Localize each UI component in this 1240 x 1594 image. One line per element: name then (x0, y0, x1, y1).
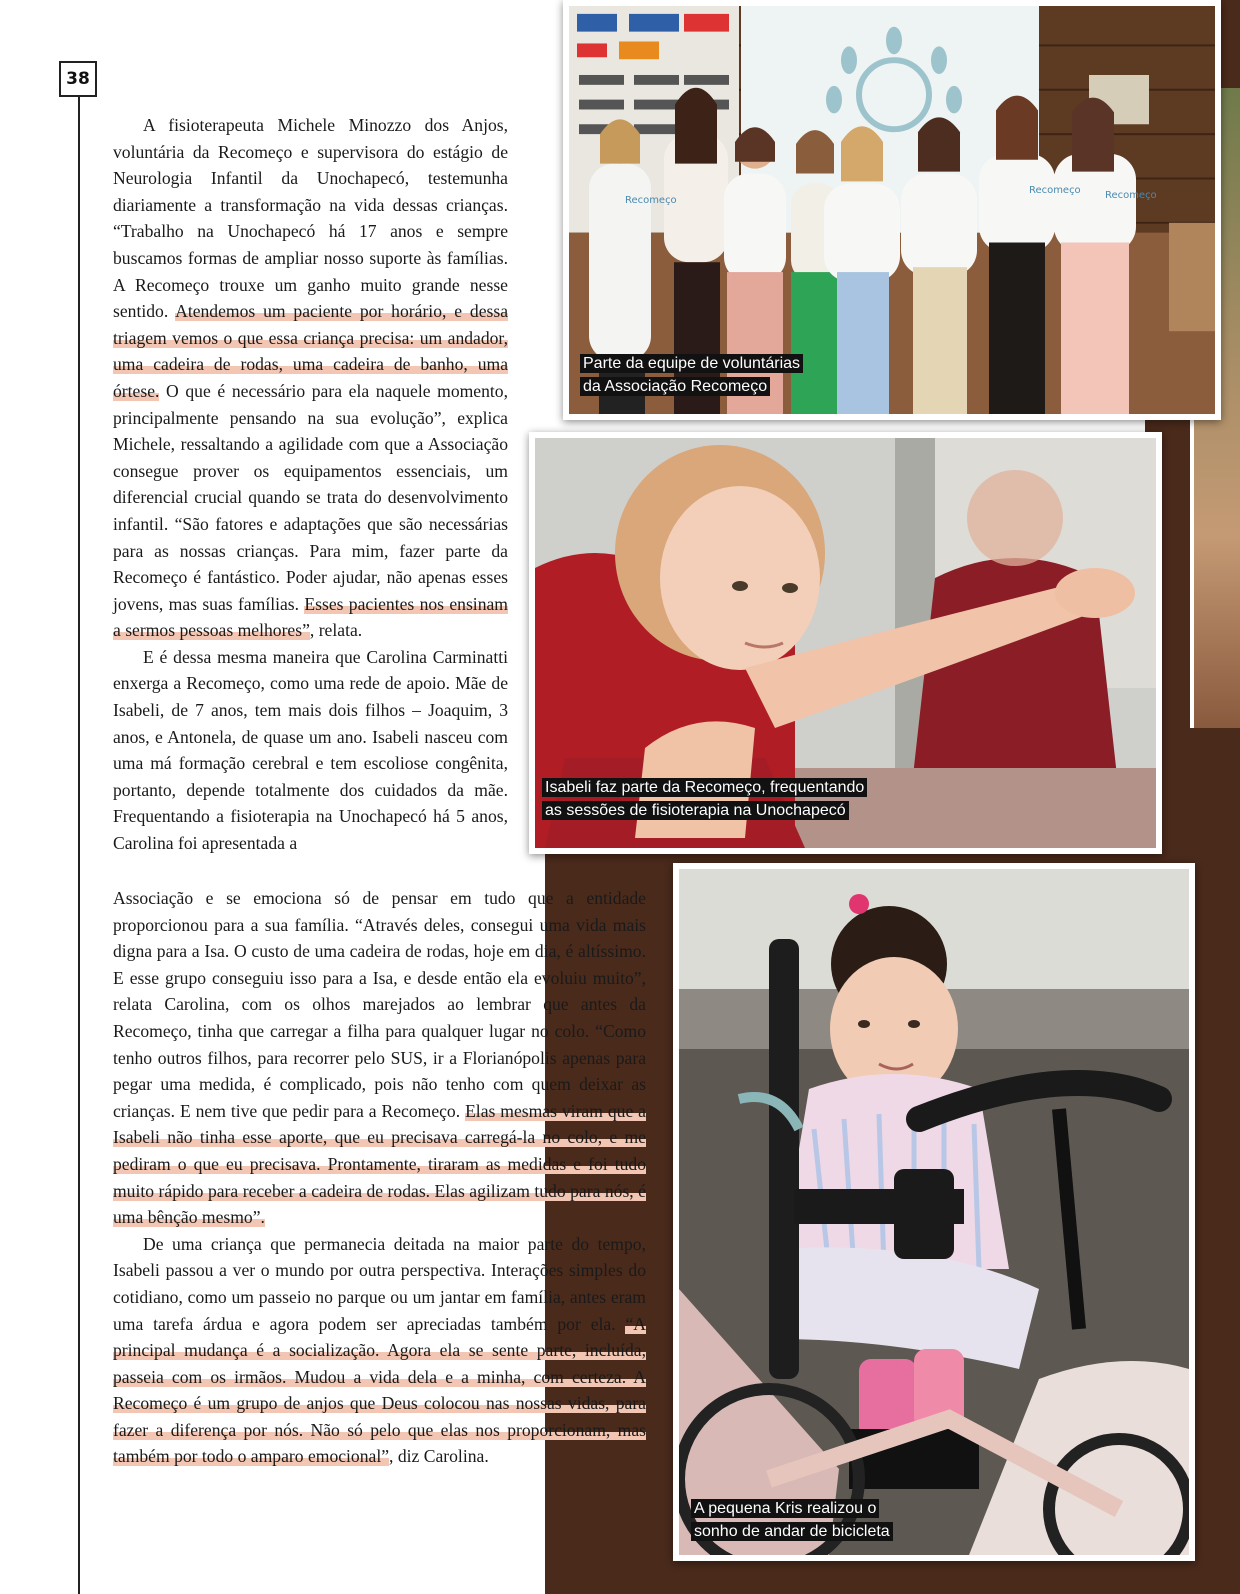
shirt-logo-text-3: Recomeço (1105, 190, 1157, 202)
caption-kris-line1: A pequena Kris realizou o (691, 1499, 879, 1518)
caption-kris-bicycle (691, 1497, 893, 1543)
body-text: A fisioterapeuta Michele Minozzo dos Anjos, voluntária da Recomeço e supervisora do estágio de Neurologia Infantil da Unochapecó, testemunha diariamente a transformação na vida dessas crianças. “Trabalho na Unochapecó há 17 anos e sempre buscamos formas de ampliar nosso suporte às famílias. A Recomeço trouxe um ganho muito grande nesse sentido. (113, 115, 508, 322)
caption-isabeli (542, 776, 867, 822)
caption-isabeli-line1: Isabeli faz parte da Recomeço, frequentando (542, 778, 867, 797)
page-number: 38 (59, 61, 97, 97)
highlighted-text: Elas mesmas viram que a Isabeli não tinha esse aporte, que eu precisava carregá-la no colo, e me pediram o que eu precisava. Prontamente, tiraram as medidas e foi tudo muito rápido para receber a cadeira de rodas. Elas agilizam tudo para nós, é uma bênção mesmo”. (113, 1100, 646, 1228)
paragraph-2b (113, 885, 646, 1231)
highlighted-text: Esses pacientes nos ensinam a sermos pessoas melhores” (113, 593, 508, 641)
caption-isabeli-line2: as sessões de fisioterapia na Unochapecó (542, 801, 849, 820)
article-column-top (113, 112, 508, 857)
highlighted-text: “A principal mudança é a socialização. Agora ela se sente parte, incluída, passeia com os irmãos. Mudou a vida dela e a minha, com certeza. A Recomeço é um grupo de anjos que Deus colocou nas nossas vidas, para fazer a diferença por nós. Não só pelo que elas nos proporcionam, mas também por todo o amparo emocional” (113, 1313, 646, 1467)
caption-volunteer-team-line2: da Associação Recomeço (580, 377, 770, 396)
kris-photo-illustration (679, 869, 1189, 1555)
body-text: Associação e se emociona só de pensar em tudo que a entidade proporcionou para a sua família. “Através deles, consegui uma vida mais digna para a Isa. O custo de uma cadeira de rodas, hoje em dia, é altíssimo. E esse grupo conseguiu isso para a Isa, e desde então ela evoluiu muito”, relata Carolina, com os olhos marejados ao lembrar que antes da Recomeço, tinha que carregar a filha para qualquer lugar no colo. “Como tenho outros filhos, para recorrer pelo SUS, ir a Florianópolis apenas para pegar uma medida, é complicado, pois não tenho com quem deixar as crianças. E nem tive que pedir para a Recomeço. (113, 888, 646, 1121)
photo-kris-bicycle (673, 863, 1195, 1561)
vertical-rule (78, 97, 80, 1594)
caption-volunteer-team-line1: Parte da equipe de voluntárias (580, 354, 803, 373)
body-text: , relata. (309, 620, 363, 641)
body-text: , diz Carolina. (389, 1446, 489, 1467)
caption-kris-line2: sonho de andar de bicicleta (691, 1522, 893, 1541)
paragraph-3 (113, 1231, 646, 1470)
paragraph-2a (113, 644, 508, 857)
shirt-logo-text-2: Recomeço (1029, 185, 1081, 197)
shirt-logo-text: Recomeço (625, 195, 677, 207)
caption-volunteer-team (580, 352, 803, 398)
article-column-bottom (113, 885, 646, 1470)
highlighted-text: Atendemos um paciente por horário, e dessa triagem vemos o que essa criança precisa: um andador, uma cadeira de rodas, uma cadeira de banho, uma órtese. (113, 301, 509, 401)
body-text: E é dessa mesma maneira que Carolina Carminatti enxerga a Recomeço, como uma rede de apoio. Mãe de Isabeli, de 7 anos, tem mais dois filhos – Joaquim, 3 anos, e Antonela, de quase um ano. Isabeli nasceu com uma má formação cerebral e tem escoliose congênita, portanto, depende totalmente dos cuidados da mãe. Frequentando a fisioterapia na Unochapecó há 5 anos, Carolina foi apresentada a (113, 646, 508, 854)
body-text: O que é necessário para ela naquele momento, principalmente pensando na sua evolução”, explica Michele, ressaltando a agilidade com que a Associação consegue prover os equipamentos essenciais, um diferencial crucial quando se trata do desenvolvimento infantil. “São fatores e adaptações que são necessárias para as nossas crianças. Para mim, fazer parte da Recomeço é fantástico. Poder ajudar, não apenas esses jovens, mas suas famílias. (113, 380, 508, 614)
body-text: De uma criança que permanecia deitada na maior parte do tempo, Isabeli passou a ver o mundo por outra perspectiva. Interações simples do cotidiano, como um passeio no parque ou um jantar em família, antes eram uma tarefa árdua e agora podem ser apreciadas também por ela. (113, 1233, 646, 1334)
paragraph-1 (113, 112, 508, 644)
